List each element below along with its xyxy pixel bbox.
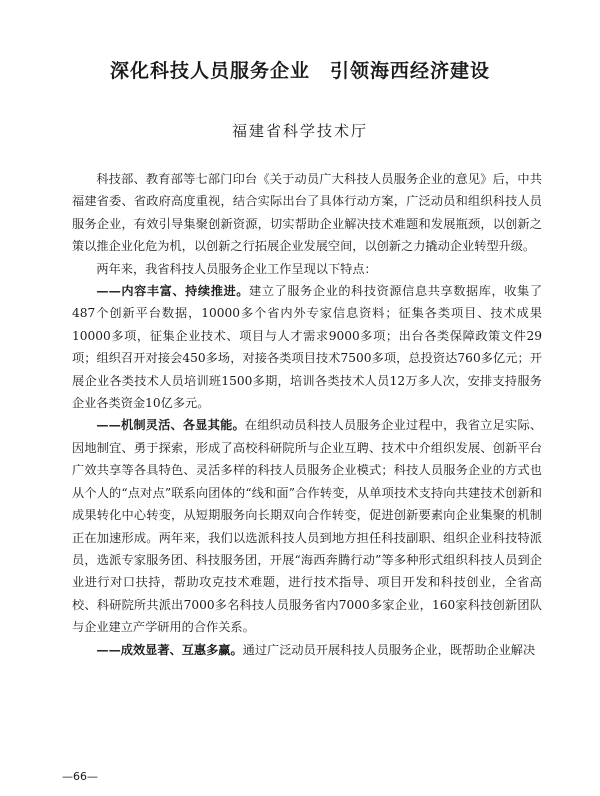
paragraph-text: 建立了服务企业的科技资源信息共享数据库，收集了487个创新平台数据，10000多个省内外专家信息资料；征集各类项目、技术成果10000多项，征集企业技术、项目与人才需求9000多项；出台各类保障政策文件29项；组织召开对接会450多场，对接各类项目技术7500多项，总投资达760多亿元；开展企业各类技术人员培训班1500多期，培训各类技术人员12万多人次，安排支持服务企业各类资金10亿多元。 [72,284,543,411]
paragraph-mechanism [72,414,542,638]
document-body [72,168,542,661]
paragraph-lead: ——内容丰富、持续推进。 [96,284,249,299]
paragraph-summary [72,258,542,280]
paragraph-content [72,280,542,414]
paragraph-text: 通过广泛动员开展科技人员服务企业，既帮助企业解决 [242,642,536,657]
document-title: 深化科技人员服务企业 引领海西经济建设 [109,60,490,82]
paragraph-lead: ——成效显著、互惠多赢。 [96,642,243,657]
paragraph-text: 两年来，我省科技人员服务企业工作呈现以下特点： [96,261,377,276]
paragraph-lead: ——机制灵活、各显其能。 [96,418,245,433]
paragraph-intro [72,168,542,258]
paragraph-text: 在组织动员科技人员服务企业过程中，我省立足实际、因地制宜、勇于探索，形成了高校科研院所与企业互聘、技术中介组织发展、创新平台广效共享等各具特色、灵活多样的科技人员服务企业模式；科技人员服务企业的方式也从个人的“点对点”联系向团体的“线和面”合作转变，从单项技术支持向共建技术创新和成果转化中心转变，从短期服务向长期双向合作转变，促进创新要素向企业集聚的机制正在加速形成。两年来，我们以选派科技人员到地方担任科技副职、组织企业科技特派员，选派专家服务团、科技服务团，开展“海西奔腾行动”等多种形式组织科技人员到企业进行对口扶持，帮助攻克技术难题，进行技术指导、项目开发和科技创业，全省高校、科研院所共派出7000多名科技人员服务省内7000多家企业，160家科技创新团队与企业建立产学研用的合作关系。 [72,418,543,635]
page-number: —66— [62,770,98,783]
paragraph-text: 科技部、教育部等七部门印台《关于动员广大科技人员服务企业的意见》后，中共福建省委、省政府高度重视，结合实际出台了具体行动方案，广泛动员和组织科技人员服务企业，有效引导集聚创新资源，切实帮助企业解决技术难题和发展瓶颈，以创新之策以推企业化危为机，以创新之行拓展企业发展空间，以创新之力撬动企业转型升级。 [72,172,542,254]
paragraph-results [72,639,542,661]
issuing-organization: 福建省科学技术厅 [231,122,368,140]
